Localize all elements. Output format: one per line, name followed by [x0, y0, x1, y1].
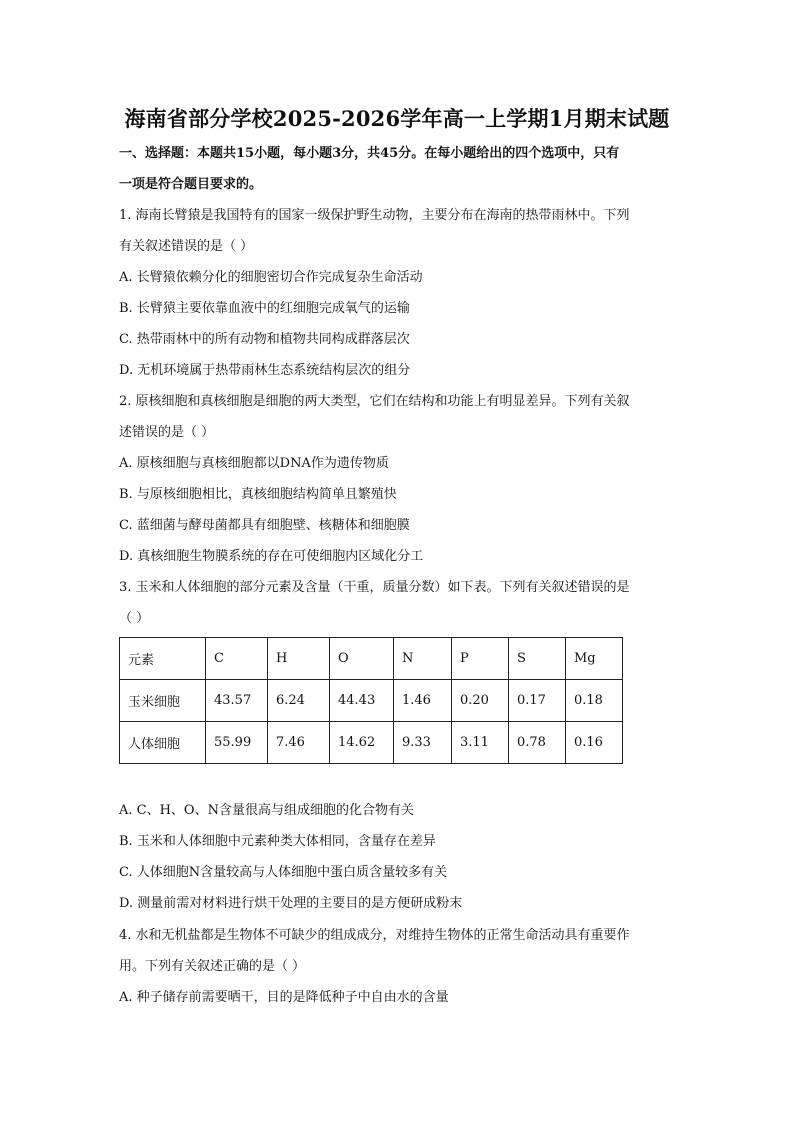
q2-option-c: C. 蓝细菌与酵母菌都具有细胞壁、核糖体和细胞膜	[119, 518, 410, 533]
element-table	[119, 637, 623, 764]
q3-stem-line1: 3. 玉米和人体细胞的部分元素及含量（干重，质量分数）如下表。下列有关叙述错误的是	[119, 580, 630, 595]
table-cell: 0.17	[509, 680, 566, 722]
q1-stem-line2: 有关叙述错误的是（ ）	[119, 239, 254, 254]
table-header-row	[120, 638, 623, 680]
q2-stem-line2: 述错误的是（ ）	[119, 425, 215, 440]
table-cell: 14.62	[330, 722, 394, 764]
q2-option-b: B. 与原核细胞相比，真核细胞结构简单且繁殖快	[119, 487, 397, 502]
element-content-table	[119, 637, 622, 763]
q3-option-d: D. 测量前需对材料进行烘干处理的主要目的是方便研成粉末	[119, 896, 463, 911]
q4-stem-line2: 用。下列有关叙述正确的是（ ）	[119, 959, 306, 974]
table-row	[120, 722, 623, 764]
q1-option-a: A. 长臂猿依赖分化的细胞密切合作完成复杂生命活动	[119, 270, 423, 285]
q3-option-a: A. C、H、O、N含量很高与组成细胞的化合物有关	[119, 803, 414, 818]
table-cell: 1.46	[394, 680, 452, 722]
table-cell: 0.18	[566, 680, 623, 722]
q2-option-d: D. 真核细胞生物膜系统的存在可使细胞内区域化分工	[119, 549, 424, 564]
table-cell: 0.20	[452, 680, 509, 722]
table-header-cell: O	[330, 638, 394, 680]
table-header-cell: Mg	[566, 638, 623, 680]
table-header-cell: N	[394, 638, 452, 680]
q4-stem-line1: 4. 水和无机盐都是生物体不可缺少的组成成分，对维持生物体的正常生命活动具有重要作	[119, 928, 630, 943]
section-heading-line1: 一、选择题：本题共15小题，每小题3分，共45分。在每小题给出的四个选项中，只有	[119, 146, 620, 161]
table-cell: 55.99	[206, 722, 268, 764]
table-header-cell: H	[268, 638, 330, 680]
q2-stem-line1: 2. 原核细胞和真核细胞是细胞的两大类型，它们在结构和功能上有明显差异。下列有关叙	[119, 394, 630, 409]
q3-option-c: C. 人体细胞N含量较高与人体细胞中蛋白质含量较多有关	[119, 865, 448, 880]
table-cell: 44.43	[330, 680, 394, 722]
q3-option-b: B. 玉米和人体细胞中元素种类大体相同，含量存在差异	[119, 834, 436, 849]
table-cell: 人体细胞	[120, 722, 206, 764]
q2-option-a: A. 原核细胞与真核细胞都以DNA作为遗传物质	[119, 456, 389, 471]
table-cell: 3.11	[452, 722, 509, 764]
q3-stem-line2: （ ）	[119, 611, 150, 626]
table-header-cell: 元素	[120, 638, 206, 680]
q4-option-a: A. 种子储存前需要晒干，目的是降低种子中自由水的含量	[119, 990, 449, 1005]
q1-stem-line1: 1. 海南长臂猿是我国特有的国家一级保护野生动物，主要分布在海南的热带雨林中。下列	[119, 208, 630, 223]
table-cell: 9.33	[394, 722, 452, 764]
table-cell: 0.16	[566, 722, 623, 764]
q1-option-d: D. 无机环境属于热带雨林生态系统结构层次的组分	[119, 363, 411, 378]
q1-option-c: C. 热带雨林中的所有动物和植物共同构成群落层次	[119, 332, 410, 347]
table-header-cell: P	[452, 638, 509, 680]
table-header-cell: S	[509, 638, 566, 680]
q1-option-b: B. 长臂猿主要依靠血液中的红细胞完成氧气的运输	[119, 301, 410, 316]
table-cell: 7.46	[268, 722, 330, 764]
table-header-cell: C	[206, 638, 268, 680]
table-row	[120, 680, 623, 722]
table-cell: 玉米细胞	[120, 680, 206, 722]
table-cell: 43.57	[206, 680, 268, 722]
section-heading-line2: 一项是符合题目要求的。	[119, 177, 263, 192]
table-cell: 6.24	[268, 680, 330, 722]
page-title: 海南省部分学校2025-2026学年高一上学期1月期末试题	[124, 106, 670, 131]
table-cell: 0.78	[509, 722, 566, 764]
